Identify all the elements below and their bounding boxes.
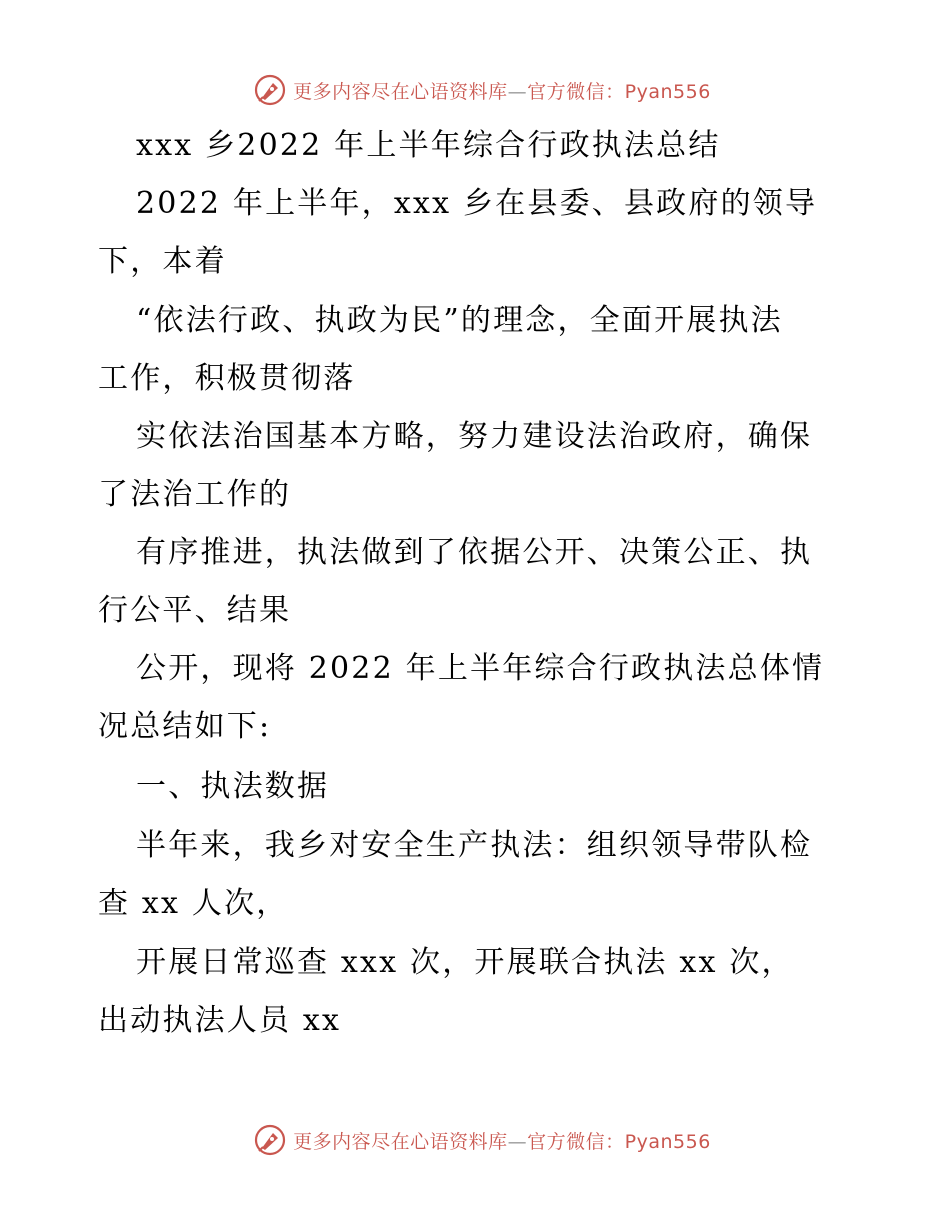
watermark-text (293, 1127, 711, 1154)
paragraph-line: 公开，现将 2022 年上半年综合行政执法总体情 (136, 651, 825, 686)
paragraph-line: 2022 年上半年，xxx 乡在县委、县政府的领导 (136, 186, 818, 221)
document-title: xxx 乡2022 年上半年综合行政执法总结 (136, 128, 721, 163)
watermark-contact-text: 官方微信：Pyan556 (527, 1130, 711, 1153)
pen-nib-logo-icon (253, 73, 287, 107)
paragraph-line: 出动执法人员 xx (98, 1003, 342, 1038)
watermark-contact-text: 官方微信：Pyan556 (527, 80, 711, 103)
watermark-site-text: 更多内容尽在心语资料库 (293, 80, 508, 103)
watermark-site-text: 更多内容尽在心语资料库 (293, 1130, 508, 1153)
paragraph-line: 开展日常巡查 xxx 次，开展联合执法 xx 次， (136, 945, 794, 980)
section-heading: 一、执法数据 (136, 769, 330, 804)
paragraph-line: 况总结如下: (98, 709, 272, 744)
footer-watermark (0, 1118, 950, 1162)
paragraph-line: 有序推进，执法做到了依据公开、决策公正、执 (136, 535, 813, 570)
paragraph-line: 实依法治国基本方略，努力建设法治政府，确保 (136, 419, 813, 454)
paragraph-line: 工作，积极贯彻落 (98, 361, 356, 396)
paragraph-line: 半年来，我乡对安全生产执法：组织领导带队检 (136, 828, 813, 863)
paragraph-line: 了法治工作的 (98, 477, 292, 512)
paragraph-line: “依法行政、执政为民”的理念，全面开展执法 (136, 303, 783, 338)
pen-nib-logo-icon (253, 1123, 287, 1157)
watermark-group (253, 73, 711, 107)
paragraph-line: 下，本着 (98, 244, 227, 279)
paragraph-line: 行公平、结果 (98, 593, 292, 628)
watermark-group (253, 1123, 711, 1157)
watermark-dash: — (507, 80, 528, 103)
watermark-dash: — (507, 1130, 528, 1153)
paragraph-line: 查 xx 人次， (98, 886, 289, 921)
header-watermark (0, 68, 950, 112)
watermark-text (293, 77, 711, 104)
